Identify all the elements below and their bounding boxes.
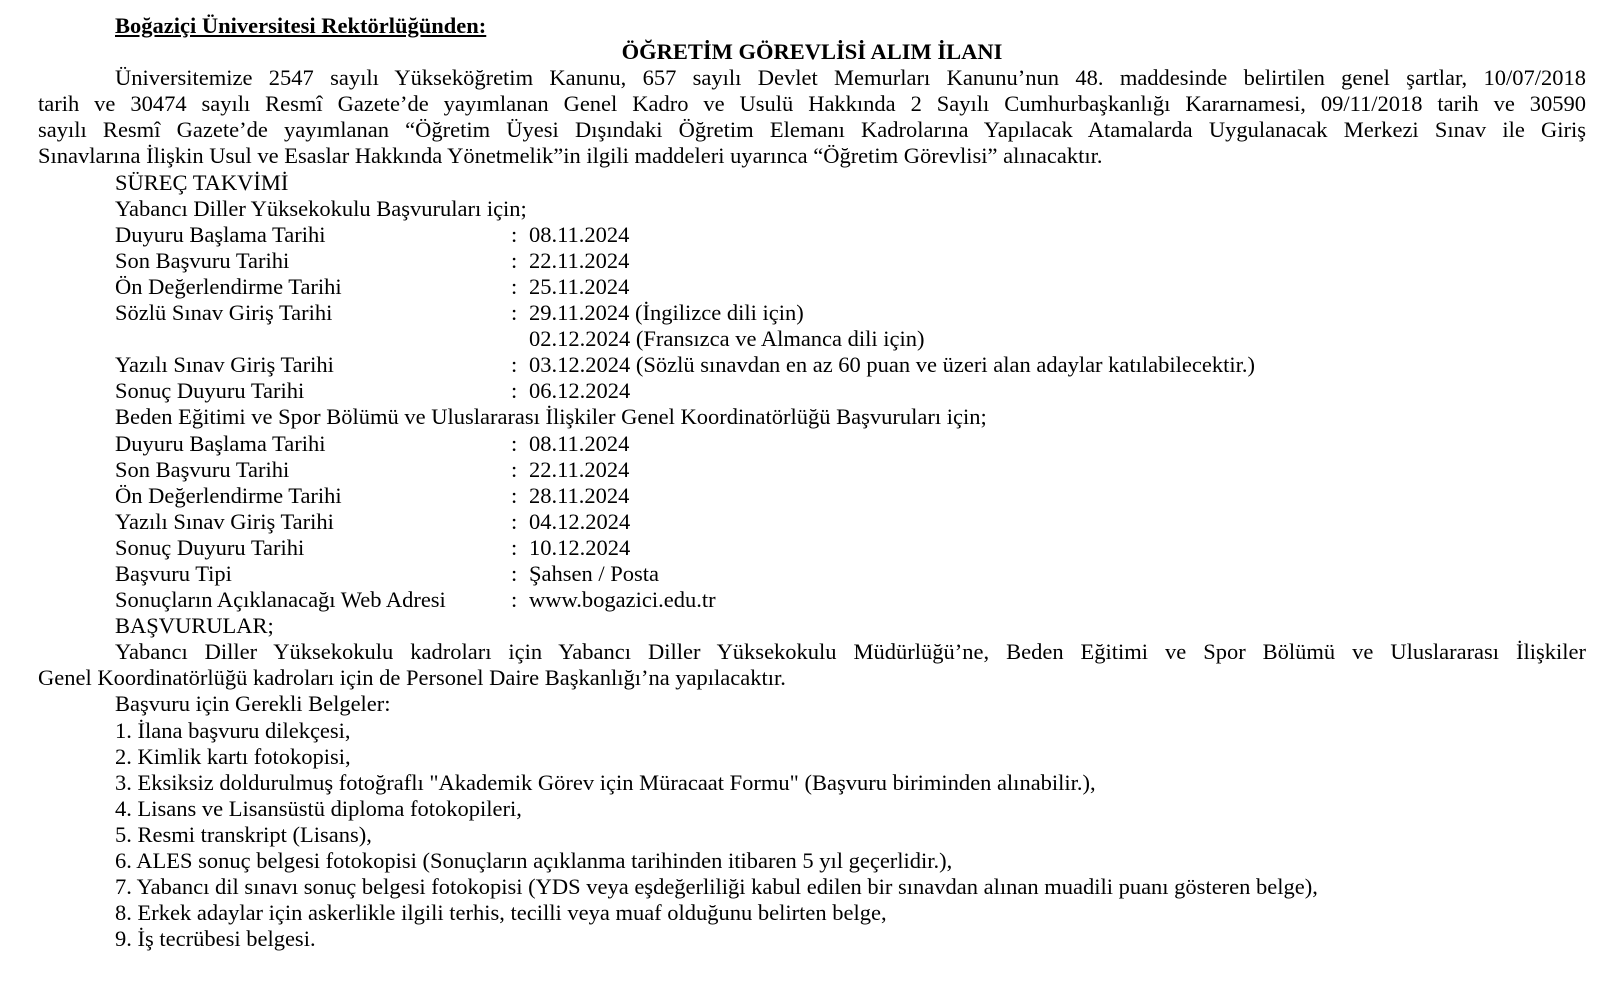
schedule-row — [38, 274, 1586, 300]
schedule-row — [38, 378, 1586, 404]
results-web-address: www.bogazici.edu.tr — [529, 587, 716, 613]
row-value: Şahsen / Posta — [529, 560, 660, 586]
row-separator: : — [511, 430, 518, 456]
list-item: 7. Yabancı dil sınavı sonuç belgesi fotokopisi (YDS veya eşdeğerliliği kabul edilen bir sınavdan alınan muadili puanı gösteren belge), — [115, 874, 1318, 900]
applications-line-1: Yabancı Diller Yüksekokulu kadroları için Yabancı Diller Yüksekokulu Müdürlüğü’ne, Beden Eğitimi ve Spor Bölümü ve Uluslararası İlişkiler — [115, 639, 1586, 665]
row-value: 28.11.2024 — [529, 482, 630, 508]
row-separator: : — [511, 560, 518, 586]
row-value: 04.12.2024 — [529, 508, 631, 534]
list-item: 2. Kimlik kartı fotokopisi, — [115, 743, 351, 769]
section2-heading: Beden Eğitimi ve Spor Bölümü ve Uluslararası İlişkiler Genel Koordinatörlüğü Başvuruları için; — [115, 404, 987, 430]
intro-line-4: Sınavlarına İlişkin Usul ve Esaslar Hakkında Yönetmelik”in ilgili maddeleri uyarınca “Öğretim Görevlisi” alınacaktır. — [38, 143, 1103, 169]
applications-line-2: Genel Koordinatörlüğü kadroları için de Personel Daire Başkanlığı’na yapılacaktır. — [38, 665, 786, 691]
row-label: Başvuru Tipi — [115, 560, 232, 586]
schedule-row — [38, 561, 1586, 587]
list-item: 3. Eksiksiz doldurulmuş fotoğraflı "Akademik Görev için Müracaat Formu" (Başvuru biriminden alınabilir.), — [115, 769, 1096, 795]
section1-heading: Yabancı Diller Yüksekokulu Başvuruları için; — [115, 195, 527, 221]
schedule-row — [38, 509, 1586, 535]
schedule-row — [38, 483, 1586, 509]
row-separator: : — [511, 456, 518, 482]
row-label: Sözlü Sınav Giriş Tarihi — [115, 300, 333, 326]
applications-heading: BAŞVURULAR; — [115, 613, 274, 639]
row-label: Yazılı Sınav Giriş Tarihi — [115, 508, 334, 534]
row-separator: : — [511, 378, 518, 404]
row-label: Ön Değerlendirme Tarihi — [115, 482, 342, 508]
row-value: 08.11.2024 — [529, 430, 630, 456]
row-separator: : — [511, 508, 518, 534]
row-label: Yazılı Sınav Giriş Tarihi — [115, 352, 334, 378]
schedule-row — [38, 352, 1586, 378]
schedule-row — [38, 431, 1586, 457]
row-label: Sonuçların Açıklanacağı Web Adresi — [115, 587, 446, 613]
row-separator: : — [511, 273, 518, 299]
list-item: 8. Erkek adaylar için askerlikle ilgili terhis, tecilli veya muaf olduğunu belirten belge, — [115, 900, 887, 926]
row-label: Duyuru Başlama Tarihi — [115, 430, 326, 456]
row-value: 10.12.2024 — [529, 534, 631, 560]
row-label: Duyuru Başlama Tarihi — [115, 221, 326, 247]
list-item: 1. İlana başvuru dilekçesi, — [115, 717, 351, 743]
list-item: 6. ALES sonuç belgesi fotokopisi (Sonuçların açıklanma tarihinden itibaren 5 yıl geçerlidir.), — [115, 848, 953, 873]
intro-line-1: Üniversitemize 2547 sayılı Yükseköğretim Kanunu, 657 sayılı Devlet Memurları Kanunu’nun 48. maddesinde belirtilen genel şartlar, 10/07/2018 — [115, 65, 1586, 91]
row-value: 22.11.2024 — [529, 456, 630, 482]
list-item: 9. İş tecrübesi belgesi. — [115, 926, 316, 952]
schedule-heading: SÜREÇ TAKVİMİ — [115, 169, 289, 195]
list-item: 4. Lisans ve Lisansüstü diploma fotokopileri, — [115, 795, 522, 821]
row-label: Son Başvuru Tarihi — [115, 456, 290, 482]
row-separator: : — [511, 482, 518, 508]
announcement-title: ÖĞRETİM GÖREVLİSİ ALIM İLANI — [621, 39, 1003, 65]
row-label: Sonuç Duyuru Tarihi — [115, 534, 305, 560]
schedule-row — [38, 222, 1586, 248]
schedule-row — [38, 248, 1586, 274]
issuer-header: Boğaziçi Üniversitesi Rektörlüğünden: — [115, 13, 487, 38]
row-separator: : — [511, 587, 518, 613]
row-separator: : — [511, 221, 518, 247]
announcement-document — [38, 13, 1586, 952]
documents-heading: Başvuru için Gerekli Belgeler: — [115, 691, 391, 717]
schedule-row — [38, 535, 1586, 561]
oral-exam-continuation: 02.12.2024 (Fransızca ve Almanca dili için) — [529, 326, 925, 352]
row-value: 25.11.2024 — [529, 273, 630, 299]
row-value: 03.12.2024 (Sözlü sınavdan en az 60 puan ve üzeri alan adaylar katılabilecektir.) — [529, 352, 1255, 378]
row-separator: : — [511, 534, 518, 560]
schedule-row — [38, 300, 1586, 326]
schedule-row — [38, 587, 1586, 613]
row-label: Ön Değerlendirme Tarihi — [115, 273, 342, 299]
schedule-row — [38, 457, 1586, 483]
row-value: 06.12.2024 — [529, 378, 631, 404]
row-label: Sonuç Duyuru Tarihi — [115, 378, 305, 404]
intro-line-2: tarih ve 30474 sayılı Resmî Gazete’de yayımlanan Genel Kadro ve Usulü Hakkında 2 Sayılı Cumhurbaşkanlığı Kararnamesi, 09/11/2018 tarih ve 30590 — [38, 91, 1586, 117]
row-label: Son Başvuru Tarihi — [115, 247, 290, 273]
list-item: 5. Resmi transkript (Lisans), — [115, 821, 372, 847]
row-separator: : — [511, 300, 518, 326]
row-separator: : — [511, 352, 518, 378]
row-separator: : — [511, 247, 518, 273]
row-value: 08.11.2024 — [529, 221, 630, 247]
row-value: 22.11.2024 — [529, 247, 630, 273]
row-value: 29.11.2024 (İngilizce dili için) — [529, 300, 804, 326]
intro-line-3: sayılı Resmî Gazete’de yayımlanan “Öğretim Üyesi Dışındaki Öğretim Elemanı Kadrolarına Yapılacak Atamalarda Uygulanacak Merkezi Sınav ile Giriş — [38, 117, 1586, 143]
